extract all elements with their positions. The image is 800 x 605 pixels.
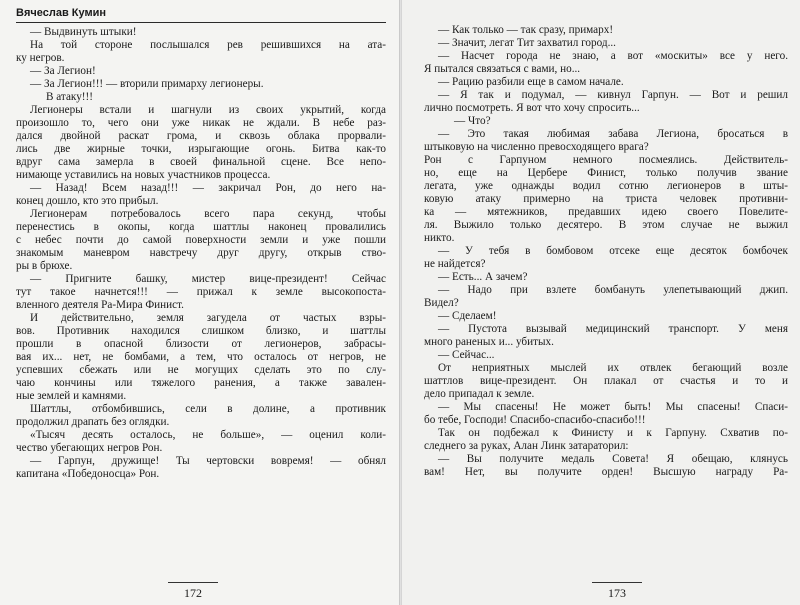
text-line: не найдется? <box>424 258 486 270</box>
text-line: — Как только — так сразу, примарх! <box>438 24 614 36</box>
text-line: — Что? <box>454 115 491 127</box>
page-number-left-text: 172 <box>184 586 202 600</box>
text-line: успевших сбежать или не могущих сделать это по слу- <box>16 364 386 376</box>
text-line: конец дошло, кто это прибыл. <box>16 195 159 207</box>
right-page <box>400 0 800 605</box>
text-line: вленного деятеля Ра-Мира Финист. <box>16 299 184 311</box>
text-line: Легионеры встали и шагнули из своих укрытий, когда <box>30 104 386 116</box>
text-line: — Выдвинуть штыки! <box>30 26 137 38</box>
text-line: — За Легион! <box>30 65 96 77</box>
folio-rule <box>592 582 642 583</box>
text-line: От неприятных мыслей их отвлек бегающий возле <box>438 362 788 374</box>
text-line: чество убегающих негров Рон. <box>16 442 163 454</box>
page-number-right <box>592 582 642 601</box>
text-line: прошли в опасной близости от легионеров, забрасы- <box>16 338 386 350</box>
text-line: — Рацию разбили еще в самом начале. <box>438 76 624 88</box>
text-line: И действительно, земля загудела от частых взры- <box>30 312 386 324</box>
text-line: — Есть... А зачем? <box>438 271 528 283</box>
page-number-right-text: 173 <box>608 586 626 600</box>
text-line: — Назад! Всем назад!!! — закричал Рон, до него на- <box>30 182 386 194</box>
text-line: дело припадал к земле. <box>424 388 535 400</box>
text-line: тут такое начнется!!! — прижал к земле высокопоста- <box>16 286 386 298</box>
text-line: Так он подбежал к Финисту и к Гарпуну. Схватив по- <box>438 427 788 439</box>
running-head: Вячеслав Кумин <box>16 4 386 23</box>
right-page-body <box>424 24 788 479</box>
text-line: вая их... нет, не бомбами, а тем, что осталось от негров, не <box>16 351 386 363</box>
text-line: На той стороне послышался рев решившихся на ата- <box>30 39 386 51</box>
text-line: нимающе уставились на новых участников процесса. <box>16 169 271 181</box>
text-line: — У тебя в бомбовом отсеке еще десяток бомбочек <box>438 245 788 257</box>
text-line: вов. Противник находился слишком близко, и шаттлы <box>16 325 386 337</box>
text-line: лись две жирные точки, изрыгающие огонь. Битва как-то <box>16 143 386 155</box>
text-line: — Мы спасены! Не может быть! Мы спасены! Спаси- <box>438 401 788 413</box>
text-line: Видел? <box>424 297 459 309</box>
text-line: никто. <box>424 232 455 244</box>
text-line: дался двойной раскат грома, и сквозь облака прорвали- <box>16 130 386 142</box>
left-page-body <box>16 26 386 481</box>
text-line: ка — мятежников, предавших идею своего Повелите- <box>424 206 788 218</box>
text-line: — За Легион!!! — вторили примарху легионеры. <box>30 78 264 90</box>
text-line: штыковую на численно превосходящего врага? <box>424 141 649 153</box>
text-line: лично посмотреть. Я вот что хочу спросить... <box>424 102 640 114</box>
text-line: вдруг сама замерла в своей финальной сцене. Все непо- <box>16 156 386 168</box>
text-line: произошло то, чего они уже никак не ждали. В небе раз- <box>16 117 386 129</box>
text-line: — Значит, легат Тит захватил город... <box>438 37 616 49</box>
text-line: шаттлов вице-президент. Он плакал от счастья и то и <box>424 375 788 387</box>
text-line: много раненых и... убитых. <box>424 336 554 348</box>
text-line: следнего за руках, Алан Линк затараторил: <box>424 440 629 452</box>
text-line: — Насчет города не знаю, а вот «москиты» все у него. <box>438 50 788 62</box>
text-line: Я пытался связаться с вами, но... <box>424 63 581 75</box>
text-line: — Вы получите медаль Совета! Я обещаю, клянусь <box>438 453 788 465</box>
text-line: — Это такая любимая забава Легиона, бросаться в <box>438 128 788 140</box>
text-line: знакомым маневром навстречу друг другу, открыв ство- <box>16 247 386 259</box>
text-line: легата, уже однажды водил сотню легионеров в шты- <box>424 180 788 192</box>
text-line: ля. Выжило только десятеро. В этом случае не выжил <box>424 219 788 231</box>
text-line: Шаттлы, отбомбившись, сели в долине, а противник <box>30 403 386 415</box>
page-number-left <box>168 582 218 601</box>
text-line: капитана «Победоносца» Рон. <box>16 468 160 480</box>
text-line: — Надо при взлете бомбануть улепетывающий джип. <box>438 284 788 296</box>
text-line: — Сделаем! <box>438 310 497 322</box>
text-line: ковую атаку примерно на триста человек противни- <box>424 193 788 205</box>
text-line: с небес почти до самой поверхности земли и уже пошли <box>16 234 386 246</box>
text-line: — Пригните башку, мистер вице-президент! Сейчас <box>30 273 386 285</box>
text-line: ку негров. <box>16 52 65 64</box>
text-line: ры в брюхе. <box>16 260 73 272</box>
text-line: Рон с Гарпуном немного посмеялись. Действитель- <box>424 154 788 166</box>
text-line: «Тысяч десять осталось, не больше», — оценил коли- <box>30 429 386 441</box>
text-line: бо тебе, Господи! Спасибо-спасибо-спасибо!!! <box>424 414 646 426</box>
text-line: — Я так и подумал, — кивнул Гарпун. — Вот и решил <box>438 89 788 101</box>
text-line: В атаку!!! <box>46 91 93 103</box>
text-line: перенестись в окопы, когда шаттлы наконец провалились <box>16 221 386 233</box>
text-line: — Сейчас... <box>438 349 495 361</box>
text-line: вам! Нет, вы получите орден! Высшую награду Ра- <box>424 466 788 478</box>
text-line: чаю кончины или тяжелого ранения, а также завален- <box>16 377 386 389</box>
text-line: — Гарпун, дружище! Ты чертовски вовремя! — обнял <box>30 455 386 467</box>
text-line: Легионерам потребовалось всего пара секунд, чтобы <box>30 208 386 220</box>
text-line: ные землей и камнями. <box>16 390 127 402</box>
text-line: но, еще на Цербере Финист, только получив звание <box>424 167 788 179</box>
folio-rule <box>168 582 218 583</box>
text-line: продолжил драпать без оглядки. <box>16 416 170 428</box>
book-gutter <box>399 0 402 605</box>
text-line: — Пустота вызывай медицинский транспорт. У меня <box>438 323 788 335</box>
